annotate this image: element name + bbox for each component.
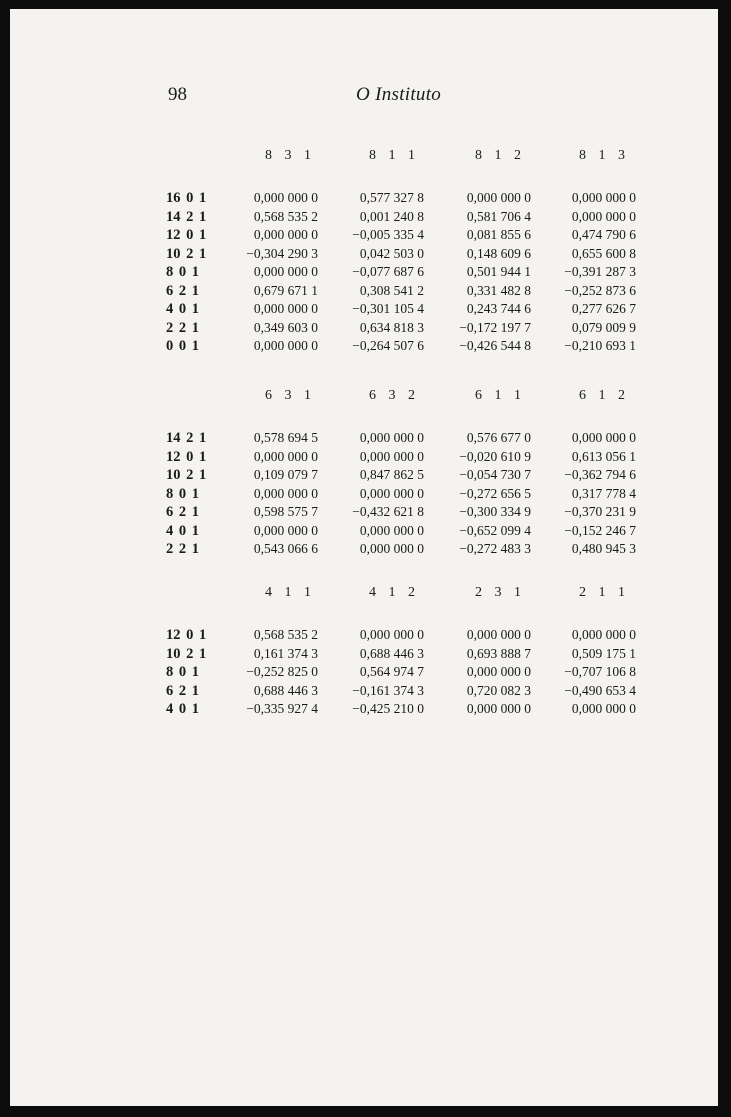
table-cell: −0,301 105 4 bbox=[352, 301, 424, 316]
table-cell: 0,568 535 2 bbox=[253, 627, 318, 642]
table-row bbox=[166, 701, 646, 720]
table-cell: 0,000 000 0 bbox=[253, 522, 318, 538]
table-cell: −0,172 197 7 bbox=[459, 319, 531, 335]
table-cell: 0,148 609 6 bbox=[466, 245, 531, 261]
table-cell: −0,362 794 6 bbox=[564, 467, 636, 482]
table-cell: 0,109 079 7 bbox=[253, 467, 318, 482]
table-cell: 0,576 677 0 bbox=[466, 430, 531, 445]
row-label: 2 2 1 bbox=[166, 319, 199, 336]
table-cell: −0,391 287 3 bbox=[564, 264, 636, 279]
table-cell: 0,720 082 3 bbox=[466, 682, 531, 698]
table-cell: −0,304 290 3 bbox=[246, 245, 318, 261]
table-cell: −0,707 106 8 bbox=[564, 664, 636, 679]
table-2 bbox=[166, 388, 646, 560]
table-cell: −0,300 334 9 bbox=[459, 504, 531, 519]
table-header-row bbox=[166, 585, 646, 627]
table-cell: −0,152 246 7 bbox=[564, 522, 636, 538]
table-cell: −0,161 374 3 bbox=[352, 682, 424, 698]
table-header-row bbox=[166, 388, 646, 430]
row-label: 16 0 1 bbox=[166, 190, 207, 206]
table-cell: 0,000 000 0 bbox=[571, 627, 636, 642]
row-label: 10 2 1 bbox=[166, 467, 207, 483]
table-cell: −0,272 483 3 bbox=[459, 541, 531, 556]
page-number: 98 bbox=[168, 84, 187, 105]
column-header: 6 3 2 bbox=[369, 388, 415, 403]
table-cell: 0,577 327 8 bbox=[359, 190, 424, 205]
table-cell: 0,688 446 3 bbox=[253, 682, 318, 698]
table-row bbox=[166, 246, 646, 265]
table-cell: −0,005 335 4 bbox=[352, 227, 424, 242]
table-cell: 0,655 600 8 bbox=[571, 245, 636, 261]
table-cell: 0,634 818 3 bbox=[359, 319, 424, 335]
table-cell: 0,578 694 5 bbox=[253, 430, 318, 445]
running-title: O Instituto bbox=[356, 84, 442, 105]
table-cell: −0,425 210 0 bbox=[352, 701, 424, 716]
table-cell: 0,543 066 6 bbox=[253, 541, 318, 556]
table-row bbox=[166, 504, 646, 523]
table-cell: 0,509 175 1 bbox=[571, 645, 636, 661]
row-label: 4 0 1 bbox=[166, 701, 199, 717]
table-cell: 0,079 009 9 bbox=[571, 319, 636, 335]
table-row bbox=[166, 449, 646, 468]
table-cell: 0,081 855 6 bbox=[466, 227, 531, 242]
table-cell: 0,693 888 7 bbox=[466, 645, 531, 661]
table-cell: −0,077 687 6 bbox=[352, 264, 424, 279]
row-label: 4 0 1 bbox=[166, 522, 199, 539]
table-cell: 0,000 000 0 bbox=[359, 541, 424, 556]
table-cell: −0,252 825 0 bbox=[246, 664, 318, 679]
table-cell: 0,000 000 0 bbox=[466, 701, 531, 716]
table-cell: 0,000 000 0 bbox=[466, 664, 531, 679]
column-header: 4 1 2 bbox=[369, 585, 415, 600]
table-cell: −0,272 656 5 bbox=[459, 485, 531, 501]
table-row bbox=[166, 486, 646, 505]
table-cell: 0,000 000 0 bbox=[571, 208, 636, 224]
table-cell: −0,210 693 1 bbox=[564, 338, 636, 353]
table-cell: 0,349 603 0 bbox=[253, 319, 318, 335]
table-cell: 0,000 000 0 bbox=[359, 485, 424, 501]
table-cell: 0,331 482 8 bbox=[466, 282, 531, 298]
column-header: 6 1 2 bbox=[579, 388, 625, 403]
row-label: 8 0 1 bbox=[166, 264, 199, 280]
table-cell: −0,020 610 9 bbox=[459, 448, 531, 464]
table-cell: −0,370 231 9 bbox=[564, 504, 636, 519]
table-cell: 0,679 671 1 bbox=[253, 282, 318, 298]
row-label: 2 2 1 bbox=[166, 541, 199, 557]
table-cell: −0,252 873 6 bbox=[564, 282, 636, 298]
table-cell: 0,277 626 7 bbox=[571, 301, 636, 316]
column-header: 8 1 3 bbox=[579, 148, 625, 163]
row-label: 12 0 1 bbox=[166, 227, 207, 243]
row-label: 10 2 1 bbox=[166, 645, 207, 662]
table-cell: −0,054 730 7 bbox=[459, 467, 531, 482]
table-row bbox=[166, 209, 646, 228]
table-cell: 0,000 000 0 bbox=[253, 227, 318, 242]
table-cell: 0,308 541 2 bbox=[359, 282, 424, 298]
table-cell: 0,564 974 7 bbox=[359, 664, 424, 679]
row-label: 6 2 1 bbox=[166, 282, 199, 299]
table-row bbox=[166, 320, 646, 339]
table-3 bbox=[166, 585, 646, 720]
table-cell: −0,264 507 6 bbox=[352, 338, 424, 353]
column-header: 4 1 1 bbox=[265, 585, 311, 600]
table-cell: 0,598 575 7 bbox=[253, 504, 318, 519]
row-label: 4 0 1 bbox=[166, 301, 199, 317]
table-row bbox=[166, 283, 646, 302]
table-cell: 0,688 446 3 bbox=[359, 645, 424, 661]
column-header: 6 3 1 bbox=[265, 388, 311, 403]
row-label: 0 0 1 bbox=[166, 338, 199, 354]
table-cell: 0,000 000 0 bbox=[253, 301, 318, 316]
table-row bbox=[166, 190, 646, 209]
table-cell: 0,000 000 0 bbox=[466, 627, 531, 642]
table-cell: 0,161 374 3 bbox=[253, 645, 318, 661]
table-cell: 0,001 240 8 bbox=[359, 208, 424, 224]
table-cell: 0,000 000 0 bbox=[253, 448, 318, 464]
table-cell: −0,335 927 4 bbox=[246, 701, 318, 716]
table-cell: 0,000 000 0 bbox=[253, 190, 318, 205]
row-label: 14 2 1 bbox=[166, 208, 207, 225]
table-header-row bbox=[166, 148, 646, 190]
table-cell: 0,000 000 0 bbox=[359, 448, 424, 464]
table-row bbox=[166, 683, 646, 702]
table-cell: 0,000 000 0 bbox=[571, 701, 636, 716]
table-cell: 0,480 945 3 bbox=[571, 541, 636, 556]
table-cell: 0,000 000 0 bbox=[571, 430, 636, 445]
table-cell: 0,000 000 0 bbox=[359, 627, 424, 642]
table-row bbox=[166, 301, 646, 320]
table-cell: 0,000 000 0 bbox=[359, 430, 424, 445]
table-cell: 0,847 862 5 bbox=[359, 467, 424, 482]
table-row bbox=[166, 523, 646, 542]
table-row bbox=[166, 627, 646, 646]
row-label: 10 2 1 bbox=[166, 245, 207, 262]
row-label: 8 0 1 bbox=[166, 485, 199, 502]
column-header: 8 1 2 bbox=[475, 148, 521, 163]
table-row bbox=[166, 430, 646, 449]
table-row bbox=[166, 264, 646, 283]
table-row bbox=[166, 664, 646, 683]
table-cell: 0,000 000 0 bbox=[253, 338, 318, 353]
table-cell: 0,000 000 0 bbox=[571, 190, 636, 205]
table-cell: 0,501 944 1 bbox=[466, 264, 531, 279]
table-cell: 0,581 706 4 bbox=[466, 208, 531, 224]
table-row bbox=[166, 467, 646, 486]
table-cell: 0,568 535 2 bbox=[253, 208, 318, 224]
row-label: 14 2 1 bbox=[166, 430, 207, 446]
row-label: 6 2 1 bbox=[166, 504, 199, 520]
table-cell: −0,652 099 4 bbox=[459, 522, 531, 538]
column-header: 8 1 1 bbox=[369, 148, 415, 163]
table-cell: 0,000 000 0 bbox=[466, 190, 531, 205]
table-cell: 0,613 056 1 bbox=[571, 448, 636, 464]
table-row bbox=[166, 646, 646, 665]
row-label: 12 0 1 bbox=[166, 448, 207, 465]
table-cell: 0,317 778 4 bbox=[571, 485, 636, 501]
table-row bbox=[166, 338, 646, 357]
table-cell: 0,042 503 0 bbox=[359, 245, 424, 261]
table-cell: −0,432 621 8 bbox=[352, 504, 424, 519]
table-cell: 0,000 000 0 bbox=[253, 264, 318, 279]
table-cell: −0,426 544 8 bbox=[459, 338, 531, 353]
column-header: 6 1 1 bbox=[475, 388, 521, 403]
table-cell: 0,474 790 6 bbox=[571, 227, 636, 242]
column-header: 8 3 1 bbox=[265, 148, 311, 163]
table-1 bbox=[166, 148, 646, 357]
column-header: 2 3 1 bbox=[475, 585, 521, 600]
table-row bbox=[166, 541, 646, 560]
column-header: 2 1 1 bbox=[579, 585, 625, 600]
row-label: 8 0 1 bbox=[166, 664, 199, 680]
table-cell: 0,243 744 6 bbox=[466, 301, 531, 316]
row-label: 12 0 1 bbox=[166, 627, 207, 643]
table-cell: −0,490 653 4 bbox=[564, 682, 636, 698]
table-row bbox=[166, 227, 646, 246]
table-cell: 0,000 000 0 bbox=[359, 522, 424, 538]
row-label: 6 2 1 bbox=[166, 682, 199, 699]
table-cell: 0,000 000 0 bbox=[253, 485, 318, 501]
